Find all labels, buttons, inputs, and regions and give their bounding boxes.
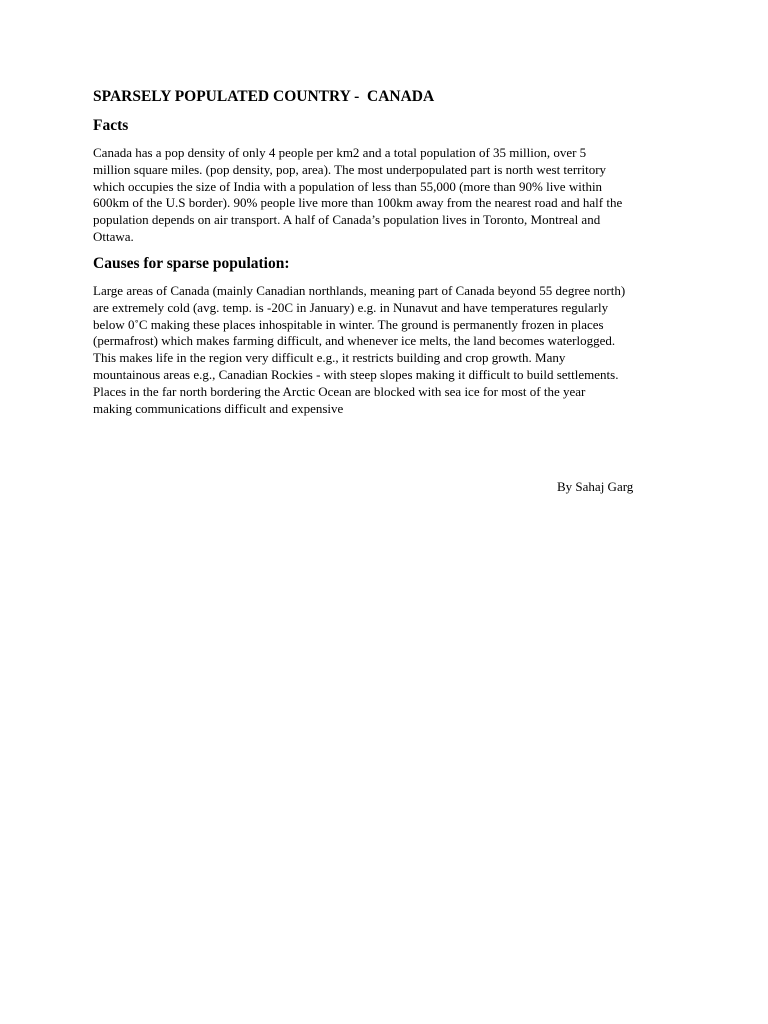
facts-paragraph bbox=[93, 145, 683, 246]
causes-line: (permafrost) which makes farming difficult, and whenever ice melts, the land becomes waterlogged. bbox=[93, 333, 616, 349]
facts-line: Ottawa. bbox=[93, 228, 134, 244]
facts-line: million square miles. (pop density, pop, area). The most underpopulated part is north west territory bbox=[93, 161, 607, 177]
causes-line: Large areas of Canada (mainly Canadian northlands, meaning part of Canada beyond 55 degree north) bbox=[93, 283, 626, 298]
facts-line: which occupies the size of India with a population of less than 55,000 (more than 90% live within bbox=[93, 178, 603, 194]
causes-line: Places in the far north bordering the Arctic Ocean are blocked with sea ice for most of the year bbox=[93, 383, 586, 399]
facts-line: 600km of the U.S border). 90% people live more than 100km away from the nearest road and half the bbox=[93, 195, 623, 211]
causes-line: mountainous areas e.g., Canadian Rockies - with steep slopes making it difficult to build settlements. bbox=[93, 366, 619, 382]
causes-line: This makes life in the region very difficult e.g., it restricts building and crop growth. Many bbox=[93, 350, 566, 366]
causes-line: are extremely cold (avg. temp. is -20C in January) e.g. in Nunavut and have temperatures regularly bbox=[93, 299, 609, 315]
causes-line: making communications difficult and expensive bbox=[93, 400, 344, 416]
causes-paragraph bbox=[93, 283, 683, 417]
facts-line: Canada has a pop density of only 4 people per km2 and a total population of 35 million, over 5 bbox=[93, 145, 587, 160]
author-byline: By Sahaj Garg bbox=[557, 479, 634, 494]
facts-line: population depends on air transport. A half of Canada’s population lives in Toronto, Montreal and bbox=[93, 212, 601, 228]
facts-heading: Facts bbox=[93, 117, 129, 134]
document-title: SPARSELY POPULATED COUNTRY - CANADA bbox=[93, 88, 435, 105]
causes-heading: Causes for sparse population: bbox=[93, 255, 290, 272]
causes-line: below 0˚C making these places inhospitable in winter. The ground is permanently frozen in places bbox=[93, 316, 604, 332]
